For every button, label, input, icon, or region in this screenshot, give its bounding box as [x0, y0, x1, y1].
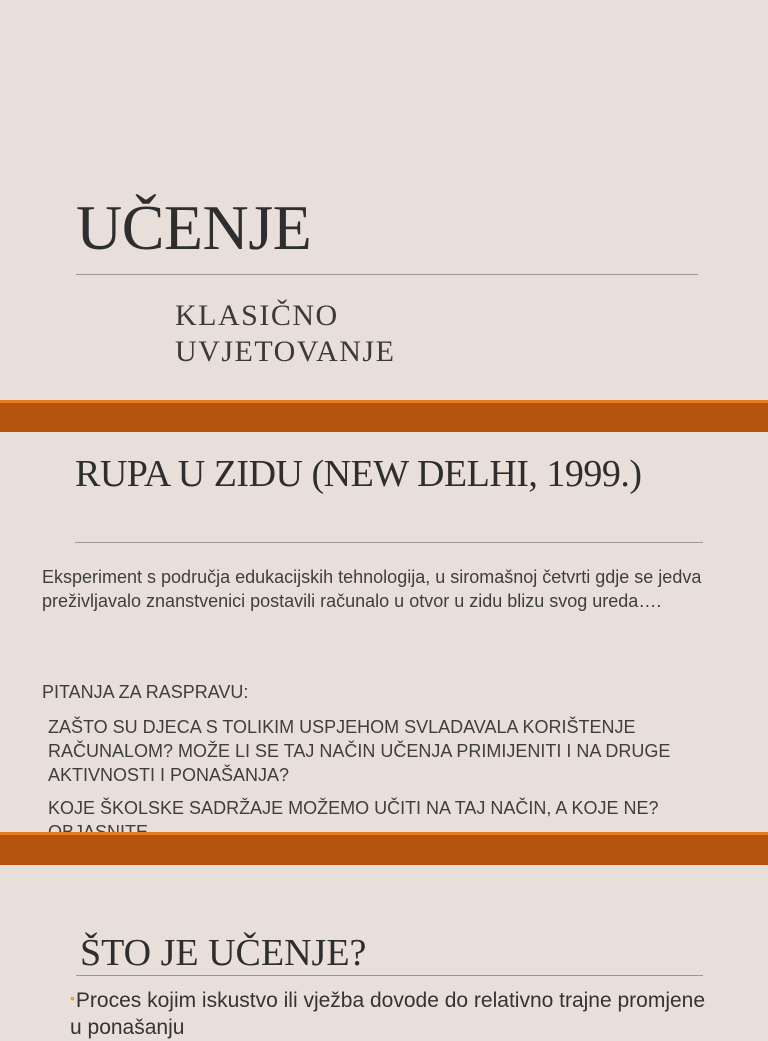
subtitle-line-1: KLASIČNO	[175, 299, 339, 332]
title-divider	[76, 274, 698, 275]
slide-heading: ŠTO JE UČENJE?	[80, 932, 367, 974]
slide-sto-je-ucenje	[0, 865, 768, 1039]
slide-title	[0, 0, 768, 400]
heading-divider	[75, 542, 703, 543]
slide-title-heading: UČENJE	[76, 192, 312, 263]
intro-paragraph: Eksperiment s područja edukacijskih tehnologija, u siromašnoj četvrti gdje se jedva preživljavalo znanstvenici postavili računalo u otvor u zidu blizu svog ureda….	[42, 567, 702, 611]
slide-separator	[0, 400, 768, 432]
bullet-icon: •	[70, 990, 75, 1006]
question-item: ZAŠTO SU DJECA S TOLIKIM USPJEHOM SVLADAVALA KORIŠTENJE RAČUNALOM? MOŽE LI SE TAJ NAČIN UČENJA PRIMIJENITI I NA DRUGE AKTIVNOSTI I PONAŠANJA?	[48, 717, 671, 785]
question-item: KOJE ŠKOLSKE SADRŽAJE MOŽEMO UČITI NA TAJ NAČIN, A KOJE NE?	[48, 798, 659, 818]
subtitle-line-2: UVJETOVANJE	[175, 335, 396, 368]
slide-subtitle	[175, 298, 395, 370]
slide-rupa-u-zidu	[0, 432, 768, 832]
bullet-text: Proces kojim iskustvo ili vježba dovode do relativno trajne promjene u ponašanju	[70, 989, 706, 1039]
bullet-item	[70, 985, 710, 1041]
slide-heading: RUPA U ZIDU (NEW DELHI, 1999.)	[75, 453, 642, 495]
slide-separator	[0, 832, 768, 865]
heading-divider	[76, 975, 703, 976]
questions-heading: PITANJA ZA RASPRAVU:	[42, 682, 249, 702]
